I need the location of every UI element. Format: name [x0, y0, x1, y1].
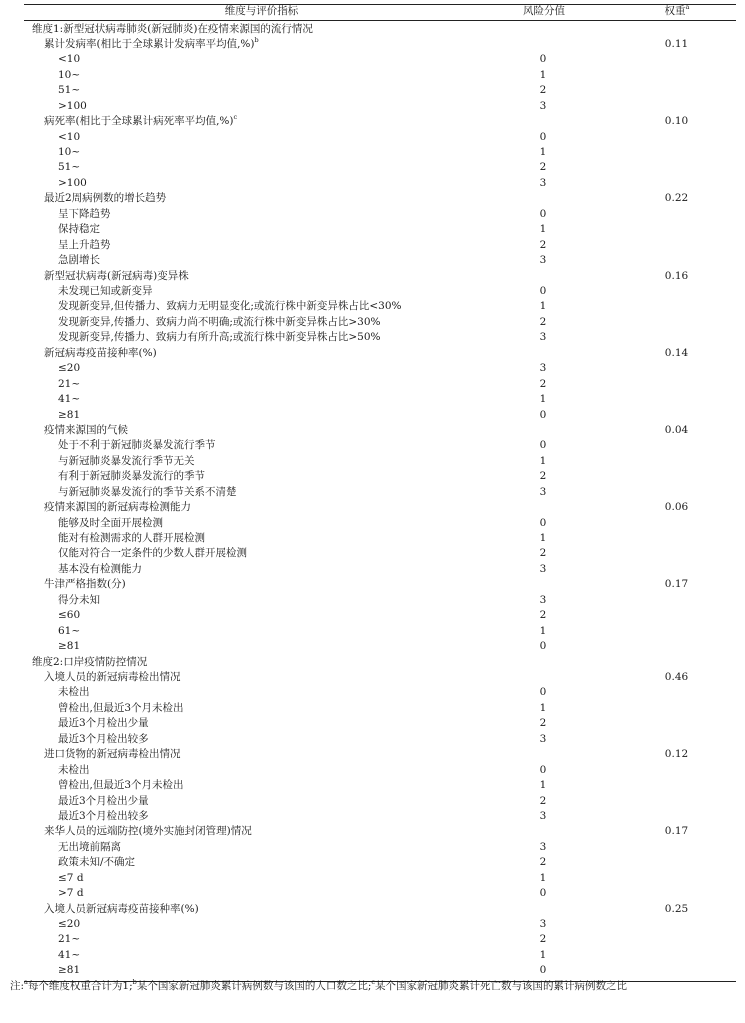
option-row — [24, 593, 736, 609]
risk-score: 0 — [539, 53, 547, 66]
indicator-row — [24, 37, 736, 53]
risk-score: 3 — [539, 176, 547, 189]
option-label: ≤7 d — [58, 871, 84, 884]
option-label: 发现新变异,但传播力、致病力无明显变化;或流行株中新变异株占比<30% — [58, 300, 402, 313]
indicator-row — [24, 500, 736, 516]
option-label: ≤20 — [58, 362, 81, 375]
option-label: 呈上升趋势 — [58, 238, 111, 251]
risk-score: 2 — [539, 717, 547, 730]
option-row — [24, 948, 736, 964]
option-label: 最近3个月检出较多 — [58, 732, 149, 745]
weight-value: 0.12 — [664, 748, 689, 761]
option-row — [24, 624, 736, 640]
indicator-label: 病死率(相比于全球累计病死率平均值,%)$^c$ — [44, 113, 238, 128]
risk-score: 2 — [539, 315, 547, 328]
option-row — [24, 377, 736, 393]
option-row — [24, 809, 736, 825]
option-row — [24, 160, 736, 176]
option-row — [24, 886, 736, 902]
risk-score: 1 — [539, 779, 547, 792]
header-indicator: 维度与评价指标 — [224, 5, 299, 17]
option-label: 无出境前隔离 — [58, 840, 121, 853]
option-row — [24, 546, 736, 562]
option-row — [24, 392, 736, 408]
risk-score: 3 — [539, 485, 547, 498]
indicator-row — [24, 346, 736, 362]
indicator-label: 来华人员的远端防控(境外实施封闭管理)情况 — [44, 825, 252, 838]
indicator-row — [24, 902, 736, 918]
option-label: 未发现已知或新变异 — [58, 284, 153, 297]
option-label: ≥81 — [58, 640, 81, 653]
option-label: ≤20 — [58, 918, 81, 931]
option-label: 51~ — [58, 161, 81, 174]
option-row — [24, 840, 736, 856]
risk-score: 2 — [539, 856, 547, 869]
option-label: ≤60 — [58, 609, 81, 622]
risk-score: 1 — [539, 454, 547, 467]
weight-value: 0.04 — [664, 423, 689, 436]
risk-score: 1 — [539, 146, 547, 159]
indicator-label: 最近2周病例数的增长趋势 — [44, 192, 167, 205]
dimension-row — [24, 655, 736, 671]
indicator-label: 新冠病毒疫苗接种率(%) — [44, 346, 157, 359]
risk-score: 0 — [539, 763, 547, 776]
option-label: 政策未知/不确定 — [58, 856, 136, 869]
risk-score: 0 — [539, 439, 547, 452]
option-row — [24, 99, 736, 115]
option-label: 21~ — [58, 933, 81, 946]
option-row — [24, 701, 736, 717]
weight-value: 0.16 — [664, 269, 689, 282]
option-label: 保持稳定 — [58, 223, 100, 236]
option-row — [24, 531, 736, 547]
risk-score: 1 — [539, 701, 547, 714]
option-label: 仅能对符合一定条件的少数人群开展检测 — [58, 547, 247, 560]
option-row — [24, 732, 736, 748]
option-label: >7 d — [58, 887, 84, 900]
option-row — [24, 253, 736, 269]
option-row — [24, 330, 736, 346]
option-label: 有利于新冠肺炎暴发流行的季节 — [58, 470, 205, 483]
risk-score: 1 — [539, 68, 547, 81]
option-row — [24, 454, 736, 470]
risk-score: 2 — [539, 238, 547, 251]
option-row — [24, 284, 736, 300]
indicator-label: 入境人员新冠病毒疫苗接种率(%) — [44, 902, 199, 915]
option-row — [24, 794, 736, 810]
risk-score: 1 — [539, 871, 547, 884]
weight-value: 0.46 — [664, 670, 689, 683]
option-label: 得分未知 — [58, 593, 100, 606]
option-label: 急剧增长 — [58, 254, 100, 267]
weight-value: 0.06 — [664, 501, 689, 514]
risk-score: 0 — [539, 640, 547, 653]
option-row — [24, 932, 736, 948]
option-label: 发现新变异,传播力、致病力有所升高;或流行株中新变异株占比>50% — [58, 331, 381, 344]
indicator-row — [24, 747, 736, 763]
option-label: 与新冠肺炎暴发流行季节无关 — [58, 454, 195, 467]
indicator-label: 牛津严格指数(分) — [44, 578, 126, 591]
risk-score: 0 — [539, 887, 547, 900]
risk-score: 2 — [539, 933, 547, 946]
option-row — [24, 83, 736, 99]
risk-score: 3 — [539, 562, 547, 575]
weight-value: 0.10 — [664, 115, 689, 128]
risk-score: 2 — [539, 161, 547, 174]
risk-score: 2 — [539, 609, 547, 622]
indicator-row — [24, 191, 736, 207]
risk-score: 0 — [539, 964, 547, 977]
risk-score: 3 — [539, 331, 547, 344]
option-row — [24, 639, 736, 655]
option-row — [24, 238, 736, 254]
option-label: <10 — [58, 130, 81, 143]
weight-value: 0.14 — [664, 346, 689, 359]
option-label: ≥81 — [58, 964, 81, 977]
risk-score: 3 — [539, 840, 547, 853]
risk-score: 1 — [539, 393, 547, 406]
option-row — [24, 222, 736, 238]
risk-score: 0 — [539, 408, 547, 421]
option-row — [24, 562, 736, 578]
indicator-row — [24, 423, 736, 439]
risk-score: 0 — [539, 516, 547, 529]
dimension-label: 维度1:新型冠状病毒肺炎(新冠肺炎)在疫情来源国的流行情况 — [32, 22, 313, 35]
option-row — [24, 716, 736, 732]
table-footnote: 注:$^a$每个维度权重合计为1;$^b$某个国家新冠肺炎累计病例数与该国的人口数之比;$^c$某个国家新冠肺炎累计死亡数与该国的累计病例数之比 — [10, 978, 628, 992]
indicator-label: 累计发病率(相比于全球累计发病率平均值,%)$^b$ — [44, 35, 259, 50]
indicator-label: 进口货物的新冠病毒检出情况 — [44, 748, 181, 761]
option-row — [24, 408, 736, 424]
indicator-row — [24, 824, 736, 840]
option-label: 21~ — [58, 377, 81, 390]
risk-score: 0 — [539, 284, 547, 297]
option-label: 10~ — [58, 68, 81, 81]
option-row — [24, 52, 736, 68]
option-row — [24, 685, 736, 701]
option-row — [24, 608, 736, 624]
risk-score: 2 — [539, 377, 547, 390]
option-label: 61~ — [58, 624, 81, 637]
option-label: 曾检出,但最近3个月未检出 — [58, 779, 184, 792]
indicator-label: 入境人员的新冠病毒检出情况 — [44, 670, 181, 683]
option-row — [24, 871, 736, 887]
risk-score: 3 — [539, 254, 547, 267]
option-row — [24, 438, 736, 454]
option-label: ≥81 — [58, 408, 81, 421]
risk-score: 1 — [539, 532, 547, 545]
option-row — [24, 485, 736, 501]
option-label: >100 — [58, 176, 87, 189]
option-row — [24, 315, 736, 331]
option-row — [24, 176, 736, 192]
weight-value: 0.11 — [664, 37, 689, 50]
weight-value: 0.17 — [664, 578, 689, 591]
option-label: 最近3个月检出少量 — [58, 794, 149, 807]
option-label: 呈下降趋势 — [58, 207, 111, 220]
option-row — [24, 763, 736, 779]
indicator-row — [24, 269, 736, 285]
option-label: 41~ — [58, 393, 81, 406]
indicator-label: 疫情来源国的新冠病毒检测能力 — [44, 501, 191, 514]
risk-score: 3 — [539, 362, 547, 375]
header-weight: 权重$^a$ — [664, 3, 690, 17]
risk-score: 2 — [539, 794, 547, 807]
option-label: 基本没有检测能力 — [58, 562, 142, 575]
option-row — [24, 917, 736, 933]
weight-value: 0.25 — [664, 902, 689, 915]
risk-score: 3 — [539, 732, 547, 745]
option-row — [24, 778, 736, 794]
option-label: 10~ — [58, 146, 81, 159]
option-label: 能对有检测需求的人群开展检测 — [58, 532, 205, 545]
risk-score: 0 — [539, 207, 547, 220]
option-row — [24, 145, 736, 161]
risk-score: 2 — [539, 547, 547, 560]
option-label: 与新冠肺炎暴发流行的季节关系不清楚 — [58, 485, 237, 498]
indicator-row — [24, 577, 736, 593]
risk-score: 0 — [539, 130, 547, 143]
risk-score: 3 — [539, 593, 547, 606]
indicator-label: 新型冠状病毒(新冠病毒)变异株 — [44, 269, 189, 282]
option-label: 51~ — [58, 84, 81, 97]
option-label: 曾检出,但最近3个月未检出 — [58, 701, 184, 714]
risk-score: 1 — [539, 300, 547, 313]
option-row — [24, 361, 736, 377]
indicator-row — [24, 670, 736, 686]
option-label: 发现新变异,传播力、致病力尚不明确;或流行株中新变异株占比>30% — [58, 315, 381, 328]
weight-value: 0.22 — [664, 192, 689, 205]
option-row — [24, 130, 736, 146]
table-header — [24, 4, 736, 20]
risk-score: 2 — [539, 84, 547, 97]
risk-score: 3 — [539, 99, 547, 112]
risk-score: 1 — [539, 624, 547, 637]
risk-score: 3 — [539, 918, 547, 931]
risk-score: 1 — [539, 223, 547, 236]
option-row — [24, 68, 736, 84]
option-row — [24, 207, 736, 223]
risk-score: 1 — [539, 948, 547, 961]
option-label: 未检出 — [58, 763, 90, 776]
option-label: 最近3个月检出较多 — [58, 809, 149, 822]
option-label: 处于不利于新冠肺炎暴发流行季节 — [58, 439, 216, 452]
dimension-label: 维度2:口岸疫情防控情况 — [32, 655, 148, 668]
dimension-row — [24, 22, 736, 38]
option-label: 能够及时全面开展检测 — [58, 516, 163, 529]
risk-score: 2 — [539, 470, 547, 483]
option-row — [24, 516, 736, 532]
option-label: <10 — [58, 53, 81, 66]
header-risk-score: 风险分值 — [523, 5, 565, 17]
risk-score: 0 — [539, 686, 547, 699]
option-label: 未检出 — [58, 686, 90, 699]
option-label: 41~ — [58, 948, 81, 961]
risk-score: 3 — [539, 809, 547, 822]
indicator-label: 疫情来源国的气候 — [44, 423, 128, 436]
option-row — [24, 469, 736, 485]
option-row — [24, 299, 736, 315]
option-label: 最近3个月检出少量 — [58, 717, 149, 730]
option-row — [24, 855, 736, 871]
weight-value: 0.17 — [664, 825, 689, 838]
indicator-row — [24, 114, 736, 130]
option-label: >100 — [58, 99, 87, 112]
